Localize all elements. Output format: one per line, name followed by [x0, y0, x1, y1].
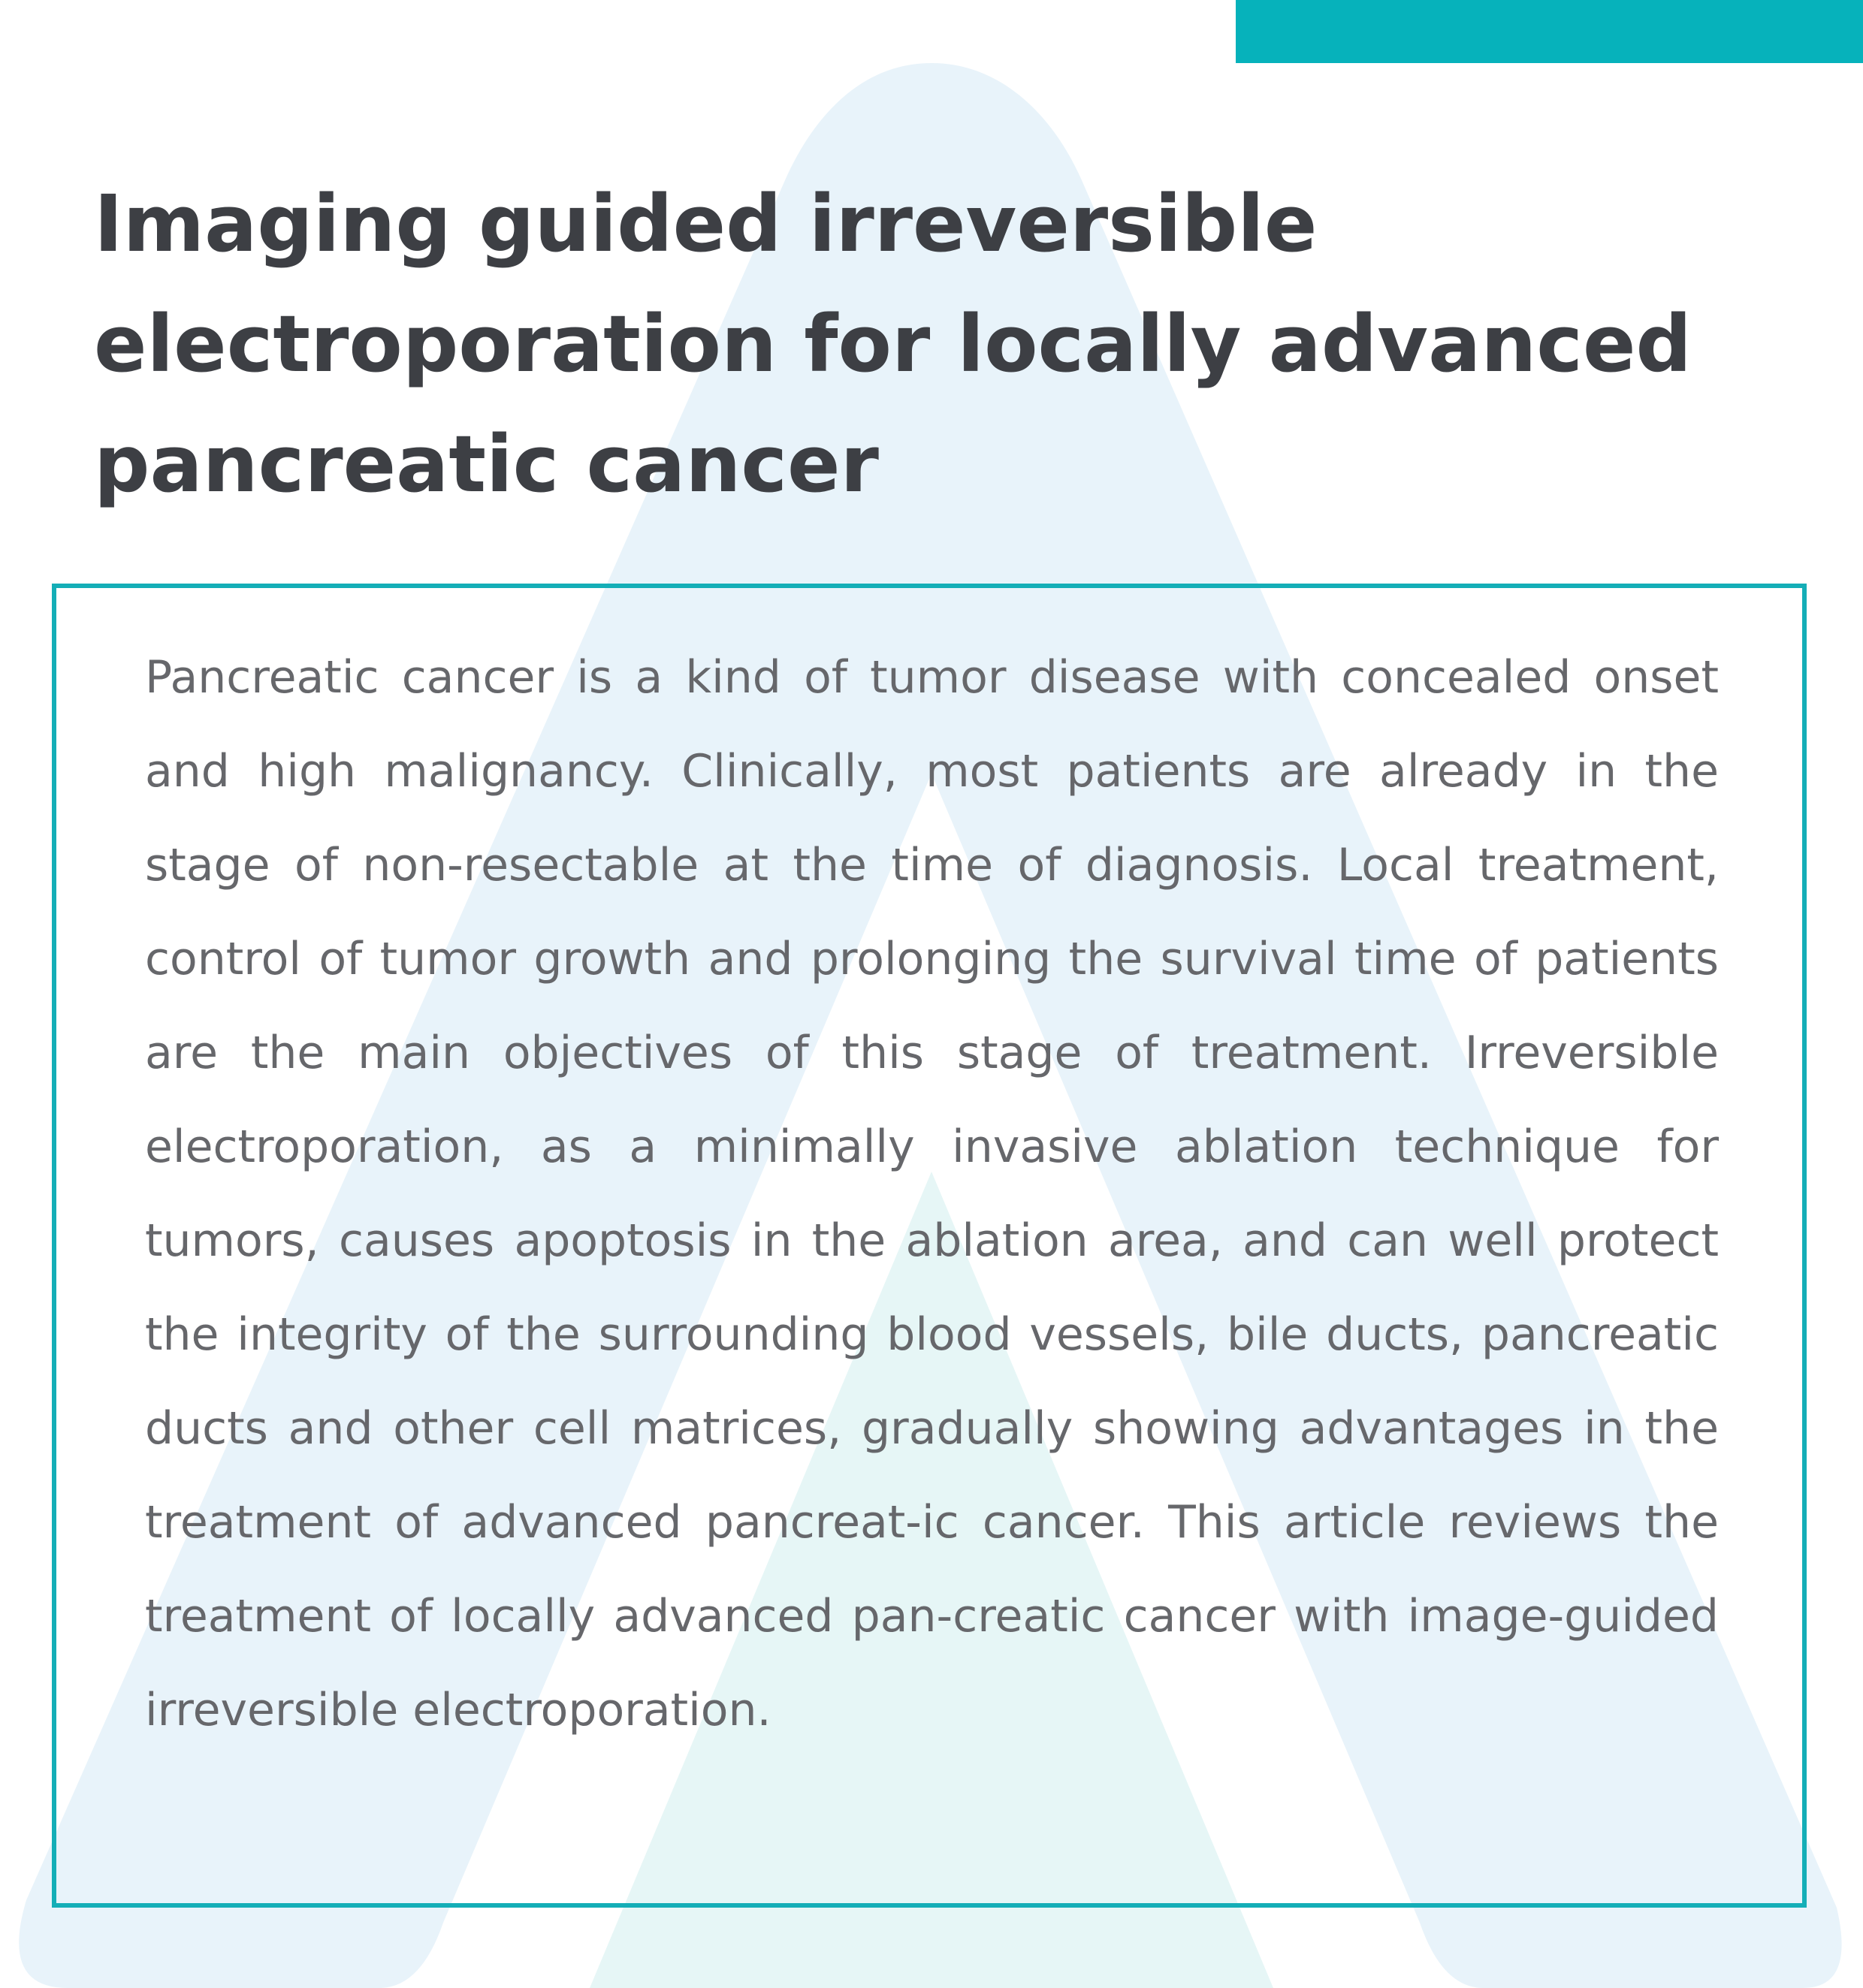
document-title: Imaging guided irreversible electroporation for locally advanced pancreatic cancer: [94, 178, 1692, 510]
top-accent-bar: [1236, 0, 1863, 63]
abstract-paragraph: Pancreatic cancer is a kind of tumor disease with concealed onset and high malignancy. Clinically, most patients are already in the stage of non-resectable at the time of diagnosis. Local treatment, control of tumor growth and prolonging the survival time of patients are the main objectives of this stage of treatment. Irreversible electroporation, as a minimally invasive ablation technique for tumors, causes apoptosis in the ablation area, and can well protect the integrity of the surrounding blood vessels, bile ducts, pancreatic ducts and other cell matrices, gradually showing advantages in the treatment of advanced pancreat-ic cancer. This article reviews the treatment of locally advanced pan-creatic cancer with image-guided irreversible electroporation.: [145, 651, 1719, 1736]
